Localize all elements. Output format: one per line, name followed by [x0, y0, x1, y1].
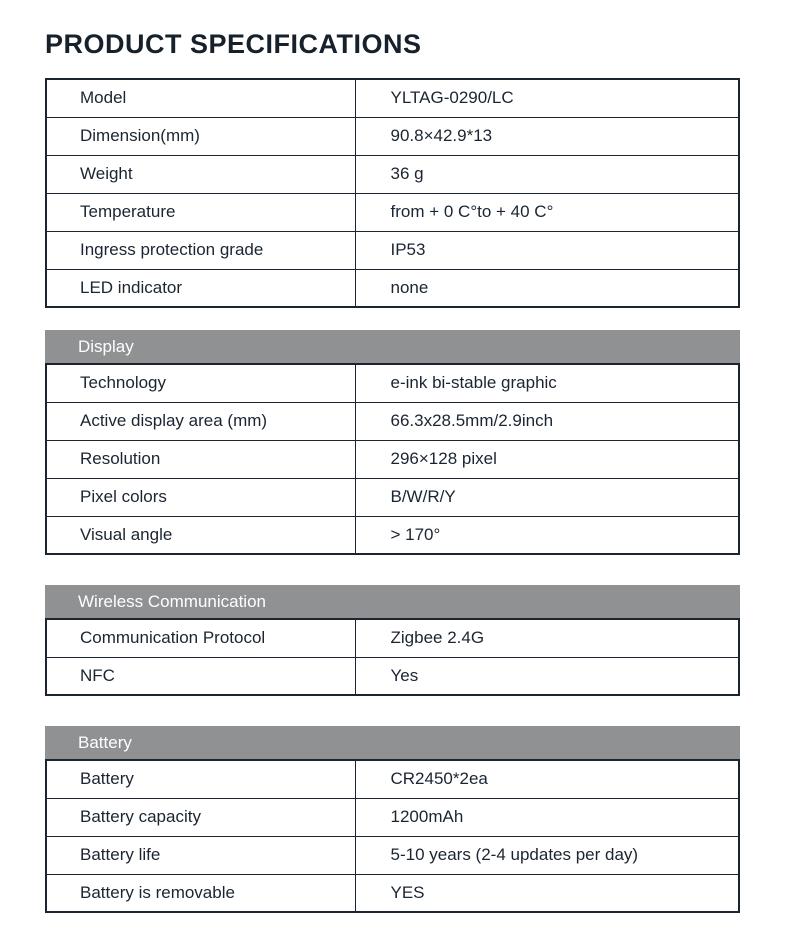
spec-label: Weight: [46, 155, 355, 193]
spec-label: Model: [46, 79, 355, 117]
battery-spec-table: [45, 759, 740, 913]
section-header-label: Wireless Communication: [78, 591, 266, 611]
spec-label: Battery capacity: [46, 798, 355, 836]
table-row: [46, 798, 739, 836]
general-spec-table: [45, 78, 740, 308]
spec-value: 1200mAh: [355, 798, 739, 836]
section-header-display: [45, 330, 740, 363]
table-row: [46, 269, 739, 307]
table-row: [46, 364, 739, 402]
table-row: [46, 760, 739, 798]
display-spec-table: [45, 363, 740, 555]
spec-label: Pixel colors: [46, 478, 355, 516]
spec-label: Dimension(mm): [46, 117, 355, 155]
section-general: [45, 78, 740, 308]
table-row: [46, 79, 739, 117]
section-header-wireless-communication: [45, 585, 740, 618]
section-header-battery: [45, 726, 740, 759]
spec-label: NFC: [46, 657, 355, 695]
spec-label: Battery is removable: [46, 874, 355, 912]
table-row: [46, 155, 739, 193]
table-row: [46, 619, 739, 657]
spec-value: e-ink bi-stable graphic: [355, 364, 739, 402]
section-battery: [45, 726, 740, 913]
spec-value: YES: [355, 874, 739, 912]
table-row: [46, 117, 739, 155]
spec-value: 36 g: [355, 155, 739, 193]
spec-label: Battery life: [46, 836, 355, 874]
spec-value: IP53: [355, 231, 739, 269]
page-title: PRODUCT SPECIFICATIONS: [45, 29, 422, 59]
spec-label: Technology: [46, 364, 355, 402]
spec-value: Zigbee 2.4G: [355, 619, 739, 657]
spec-value: CR2450*2ea: [355, 760, 739, 798]
table-row: [46, 440, 739, 478]
spec-value: 90.8×42.9*13: [355, 117, 739, 155]
table-row: [46, 231, 739, 269]
spec-label: Battery: [46, 760, 355, 798]
spec-value: none: [355, 269, 739, 307]
table-row: [46, 516, 739, 554]
spec-label: LED indicator: [46, 269, 355, 307]
spec-label: Temperature: [46, 193, 355, 231]
spec-value: Yes: [355, 657, 739, 695]
section-header-label: Display: [78, 336, 134, 356]
spec-value: 296×128 pixel: [355, 440, 739, 478]
table-row: [46, 478, 739, 516]
spec-label: Visual angle: [46, 516, 355, 554]
table-row: [46, 657, 739, 695]
table-row: [46, 193, 739, 231]
wireless-spec-table: [45, 618, 740, 696]
spec-value: B/W/R/Y: [355, 478, 739, 516]
spec-value: from + 0 C°to + 40 C°: [355, 193, 739, 231]
spec-value: 66.3x28.5mm/2.9inch: [355, 402, 739, 440]
spec-label: Resolution: [46, 440, 355, 478]
spec-value: 5-10 years (2-4 updates per day): [355, 836, 739, 874]
section-header-label: Battery: [78, 732, 132, 752]
section-display: [45, 330, 740, 555]
table-row: [46, 836, 739, 874]
spec-label: Communication Protocol: [46, 619, 355, 657]
spec-label: Ingress protection grade: [46, 231, 355, 269]
spec-label: Active display area (mm): [46, 402, 355, 440]
spec-value: > 170°: [355, 516, 739, 554]
section-wireless-communication: [45, 585, 740, 696]
table-row: [46, 402, 739, 440]
spec-value: YLTAG-0290/LC: [355, 79, 739, 117]
table-row: [46, 874, 739, 912]
